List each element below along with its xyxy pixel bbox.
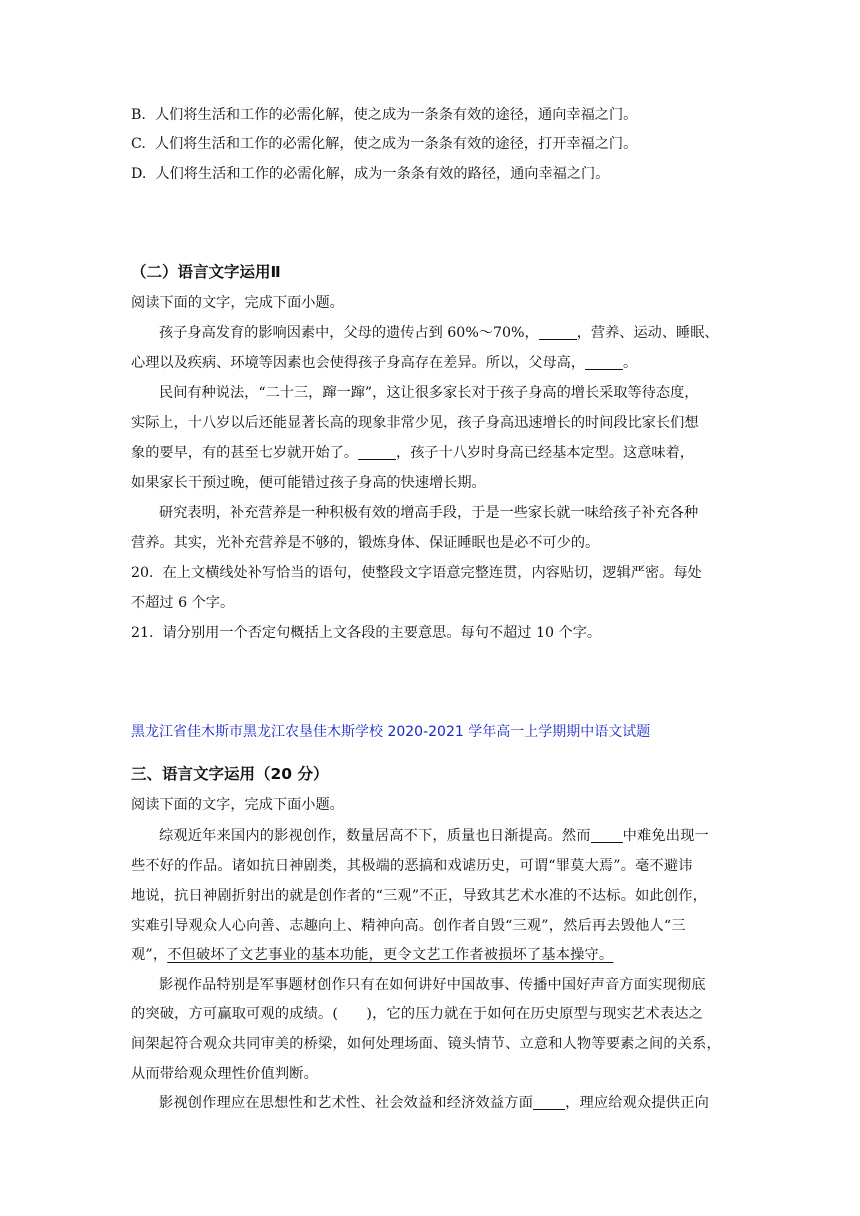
section-heading-3: 三、语言文字运用（20 分） [131, 765, 329, 783]
passage-3-p1-line3: 地说，抗日神剧折射出的就是创作者的“三观”不正，导致其艺术水准的不达标。如此创作， [131, 888, 708, 904]
passage-2-p2-line3: 象的要早，有的甚至七岁就开始了。 ，孩子十八岁时身高已经基本定型。这意味着， [131, 445, 694, 461]
passage-3-p3-line1: 影视创作理应在思想性和艺术性、社会效益和经济效益方面 ，理应给观众提供正向 [159, 1095, 709, 1111]
instruction-3: 阅读下面的文字，完成下面小题。 [131, 797, 344, 813]
underlined-sentence: 不但破坏了文艺事业的基本功能，更令文艺工作者被损坏了基本操守。 [167, 947, 614, 963]
section-heading-2: （二）语言文字运用Ⅱ [131, 263, 281, 281]
question-20-line1: 20. 在上文横线处补写恰当的语句，使整段文字语意完整连贯，内容贴切，逻辑严密。每处 [131, 565, 702, 581]
passage-2-p2-line2: 实际上，十八岁以后还能显著长高的现象非常少见，孩子身高迅速增长的时间段比家长们想 [131, 415, 699, 431]
passage-3-p1-line2: 些不好的作品。诸如抗日神剧类，其极端的恶搞和戏谑历史，可谓“罪莫大焉”。毫不避讳 [131, 858, 693, 874]
answer-blank [533, 1095, 565, 1110]
instruction-2: 阅读下面的文字，完成下面小题。 [131, 295, 344, 311]
question-20-line2: 不超过 6 个字。 [131, 595, 235, 611]
answer-blank [585, 355, 623, 370]
option-c: C. 人们将生活和工作的必需化解，使之成为一条条有效的途径，打开幸福之门。 [131, 136, 638, 152]
passage-2-p2-line1: 民间有种说法，“二十三，蹿一蹿”，这让很多家长对于孩子身高的增长采取等待态度， [159, 385, 699, 401]
passage-2-p3-line2: 营养。其实，光补充营养是不够的，锻炼身体、保证睡眠也是必不可少的。 [131, 535, 600, 551]
passage-3-p2-line1: 影视作品特别是军事题材创作只有在如何讲好中国故事、传播中国好声音方面实现彻底 [159, 977, 706, 993]
passage-3-p1-line5: 观”，不但破坏了文艺事业的基本功能，更令文艺工作者被损坏了基本操守。 [131, 947, 614, 963]
passage-3-p1-line1: 综观近年来国内的影视创作，数量居高不下，质量也日渐提高。然而 中难免出现一 [159, 828, 709, 844]
passage-3-p1-line4: 实难引导观众人心向善、志趣向上、精神向高。创作者自毁“三观”，然后再去毁他人“三 [131, 918, 686, 934]
question-21: 21. 请分别用一个否定句概括上文各段的主要意思。每句不超过 10 个字。 [131, 625, 602, 641]
passage-3-p2-line2: 的突破，方可赢取可观的成绩。( )，它的压力就在于如何在历史原型与现实艺术表达之 [131, 1006, 704, 1022]
passage-2-p1-line2: 心理以及疾病、环境等因素也会使得孩子身高存在差异。所以，父母高， 。 [131, 355, 638, 371]
answer-blank [358, 445, 396, 460]
option-d: D. 人们将生活和工作的必需化解，成为一条条有效的路径，通向幸福之门。 [131, 166, 610, 182]
source-link[interactable]: 黑龙江省佳木斯市黑龙江农垦佳木斯学校 2020-2021 学年高一上学期期中语文试题 [131, 724, 651, 740]
passage-2-p1-line1: 孩子身高发育的影响因素中，父母的遗传占到 60%～70%， ，营养、运动、睡眠、 [159, 325, 719, 341]
passage-3-p2-line3: 间架起符合观众共同审美的桥梁，如何处理场面、镜头情节、立意和人物等要素之间的关系， [131, 1036, 721, 1052]
passage-2-p3-line1: 研究表明，补充营养是一种积极有效的增高手段，于是一些家长就一味给孩子补充各种 [159, 505, 699, 521]
answer-blank [591, 828, 623, 843]
passage-3-p2-line4: 从而带给观众理性价值判断。 [131, 1066, 319, 1082]
answer-blank [539, 325, 577, 340]
option-b: B. 人们将生活和工作的必需化解，使之成为一条条有效的途径，通向幸福之门。 [131, 107, 638, 123]
passage-2-p2-line4: 如果家长干预过晚，便可能错过孩子身高的快速增长期。 [131, 475, 486, 491]
